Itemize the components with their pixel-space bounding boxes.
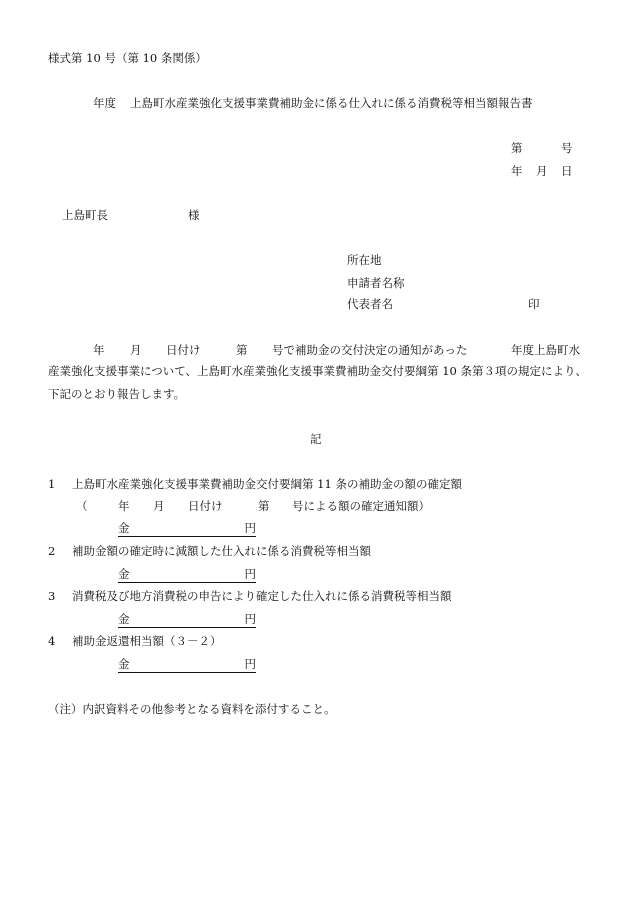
location-label: 所在地 <box>347 253 382 267</box>
item-4-amount-prefix: 金 <box>118 657 130 671</box>
item-3-text: 消費税及び地方消費税の申告により確定した仕入れに係る消費税等相当額 <box>72 589 452 603</box>
item-1-number: 1 <box>48 477 56 491</box>
title-year-label: 年度 <box>93 96 116 110</box>
page-title: 上島町水産業強化支援事業費補助金に係る仕入れに係る消費税等相当額報告書 <box>130 96 533 110</box>
addressee-name: 上島町長 <box>62 208 108 222</box>
form-number: 様式第 10 号（第 10 条関係） <box>48 51 207 65</box>
item-1-amount-prefix: 金 <box>118 521 130 535</box>
item-1-number-prefix: 第 <box>258 499 270 513</box>
ki-heading: 記 <box>310 432 322 446</box>
doc-number-prefix: 第 <box>511 141 523 155</box>
applicant-name-label: 申請者名称 <box>347 276 405 290</box>
item-2-amount-prefix: 金 <box>118 567 130 581</box>
item-2-text: 補助金額の確定時に減額した仕入れに係る消費税等相当額 <box>72 544 371 558</box>
body-line-3: 下記のとおり報告します。 <box>48 387 186 401</box>
item-1-amount-line <box>118 523 256 537</box>
body-year: 年 <box>93 343 105 357</box>
date-day: 日 <box>561 164 573 178</box>
item-3-amount-line <box>118 614 256 628</box>
body-fiscal-text: 年度上島町水 <box>511 343 580 357</box>
item-4-text: 補助金返還相当額（３－２） <box>72 634 222 648</box>
item-3-number: 3 <box>48 589 56 603</box>
doc-number-suffix: 号 <box>561 141 573 155</box>
body-notice-text: 号で補助金の交付決定の通知があった <box>272 343 468 357</box>
item-1-amount-suffix: 円 <box>244 521 256 535</box>
addressee-honorific: 様 <box>188 208 200 222</box>
item-2-amount-suffix: 円 <box>244 567 256 581</box>
representative-label: 代表者名 <box>347 297 393 311</box>
date-year: 年 <box>511 164 523 178</box>
body-number-prefix: 第 <box>236 343 248 357</box>
item-1-open-paren: （ <box>76 499 88 513</box>
item-1-close-text: 号による額の確定通知額） <box>292 499 430 513</box>
body-line-2: 産業強化支援事業について、上島町水産業強化支援事業費補助金交付要綱第 10 条第３項の規定により、 <box>48 364 587 378</box>
note-text: （注）内訳資料その他参考となる資料を添付すること。 <box>48 702 336 716</box>
item-1-text: 上島町水産業強化支援事業費補助金交付要綱第 11 条の補助金の額の確定額 <box>72 477 462 491</box>
item-2-amount-line <box>118 569 256 583</box>
date-month: 月 <box>536 164 548 178</box>
item-4-amount-line <box>118 659 256 673</box>
item-4-number: 4 <box>48 634 56 648</box>
item-2-number: 2 <box>48 544 56 558</box>
item-3-amount-suffix: 円 <box>244 612 256 626</box>
item-3-amount-prefix: 金 <box>118 612 130 626</box>
body-dated: 日付け <box>166 343 201 357</box>
item-1-year: 年 <box>118 499 130 513</box>
item-1-dated: 日付け <box>188 499 223 513</box>
body-month: 月 <box>130 343 142 357</box>
item-1-month: 月 <box>153 499 165 513</box>
seal-mark: 印 <box>528 297 540 311</box>
item-4-amount-suffix: 円 <box>244 657 256 671</box>
